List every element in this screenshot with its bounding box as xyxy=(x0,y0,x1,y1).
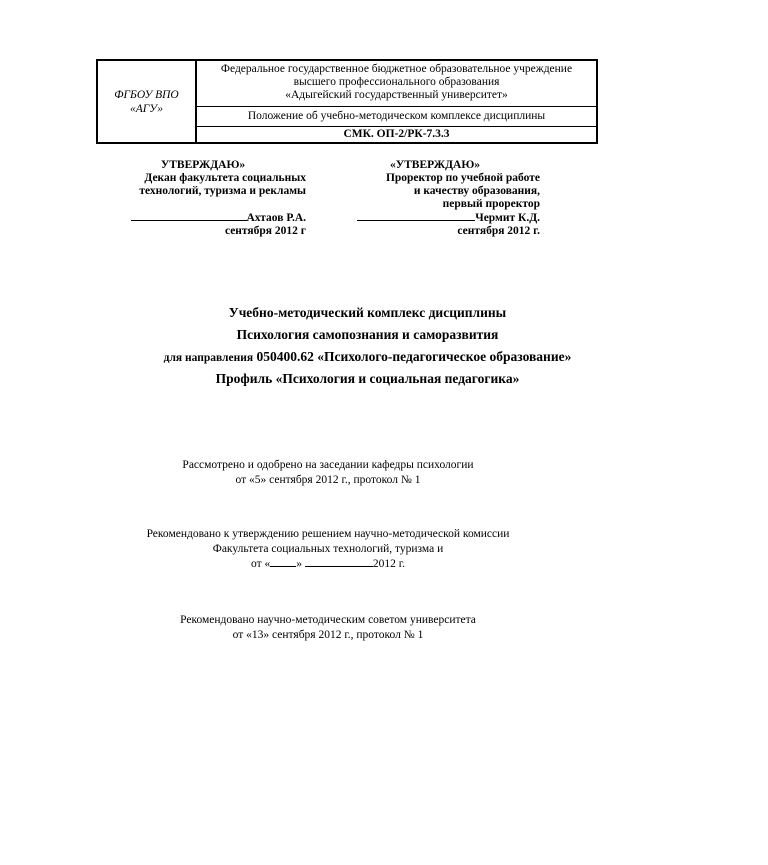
header-right-column xyxy=(197,61,596,142)
regulation-cell: Положение об учебно-методическом комплексе дисциплины xyxy=(197,107,596,127)
org-abbrev-line1: ФГБОУ ВПО xyxy=(114,88,179,101)
approval-title: «УТВЕРЖДАЮ» xyxy=(389,159,481,171)
day-blank xyxy=(270,557,296,567)
commission-recommendation-note xyxy=(110,527,546,572)
signature-row xyxy=(100,211,306,225)
month-blank xyxy=(305,557,373,567)
council-recommendation-note xyxy=(150,613,506,643)
signature-line xyxy=(131,211,247,221)
approval-position-line2: технологий, туризма и рекламы xyxy=(139,185,306,197)
direction-value: 050400.62 «Психолого-педагогическое образование» xyxy=(256,349,572,364)
note-line1: Рассмотрено и одобрено на заседании кафедры психологии xyxy=(182,459,474,471)
approval-title: УТВЕРЖДАЮ» xyxy=(160,159,246,171)
direction-label: для направления xyxy=(163,352,254,364)
title-line1: Учебно-методический комплекс дисциплины xyxy=(228,305,507,320)
org-name-line1: Федеральное государственное бюджетное образовательное учреждение xyxy=(220,63,573,75)
document-header-table xyxy=(96,59,598,144)
signer-name: Чермит К.Д. xyxy=(475,212,540,224)
date-mid: » xyxy=(296,558,302,570)
approval-block-dean xyxy=(100,159,306,238)
approval-position-line1: Декан факультета социальных xyxy=(144,172,306,184)
document-title-block xyxy=(80,302,655,390)
profile-line: Профиль «Психология и социальная педагогика» xyxy=(215,371,520,386)
org-abbreviation-cell xyxy=(98,61,197,142)
org-abbrev-line2: «АГУ» xyxy=(129,102,164,115)
signature-line xyxy=(357,211,475,221)
date-prefix: от « xyxy=(250,558,271,570)
note-line2: от «13» сентября 2012 г., протокол № 1 xyxy=(232,629,424,641)
discipline-name: Психология самопознания и саморазвития xyxy=(236,327,499,342)
approval-position-line1: Проректор по учебной работе xyxy=(385,172,540,184)
org-name-line3: «Адыгейский государственный университет» xyxy=(285,89,508,101)
note-line1: Рекомендовано к утверждению решением научно-методической комиссии xyxy=(146,528,510,540)
date-suffix: 2012 г. xyxy=(372,558,406,570)
direction-row xyxy=(80,346,655,368)
note-line1: Рекомендовано научно-методическим советом университета xyxy=(180,614,476,626)
note-line2: Факультета социальных технологий, туризма и xyxy=(212,543,444,555)
approval-date: сентября 2012 г. xyxy=(457,225,540,237)
approval-date: сентября 2012 г xyxy=(224,225,306,237)
note-line3 xyxy=(110,557,546,572)
org-name-cell xyxy=(197,61,596,107)
org-name-line2: высшего профессионального образования xyxy=(293,76,500,88)
approval-position-line2: и качеству образования, xyxy=(413,185,540,197)
department-approval-note xyxy=(150,458,506,488)
approval-position-line3: первый проректор xyxy=(442,198,540,210)
document-code-cell: СМК. ОП-2/РК-7.3.3 xyxy=(343,128,450,140)
signer-name: Ахтаов Р.А. xyxy=(246,212,306,224)
note-line2: от «5» сентября 2012 г., протокол № 1 xyxy=(235,474,421,486)
signature-row xyxy=(330,211,540,225)
approval-block-prorector xyxy=(330,159,540,238)
